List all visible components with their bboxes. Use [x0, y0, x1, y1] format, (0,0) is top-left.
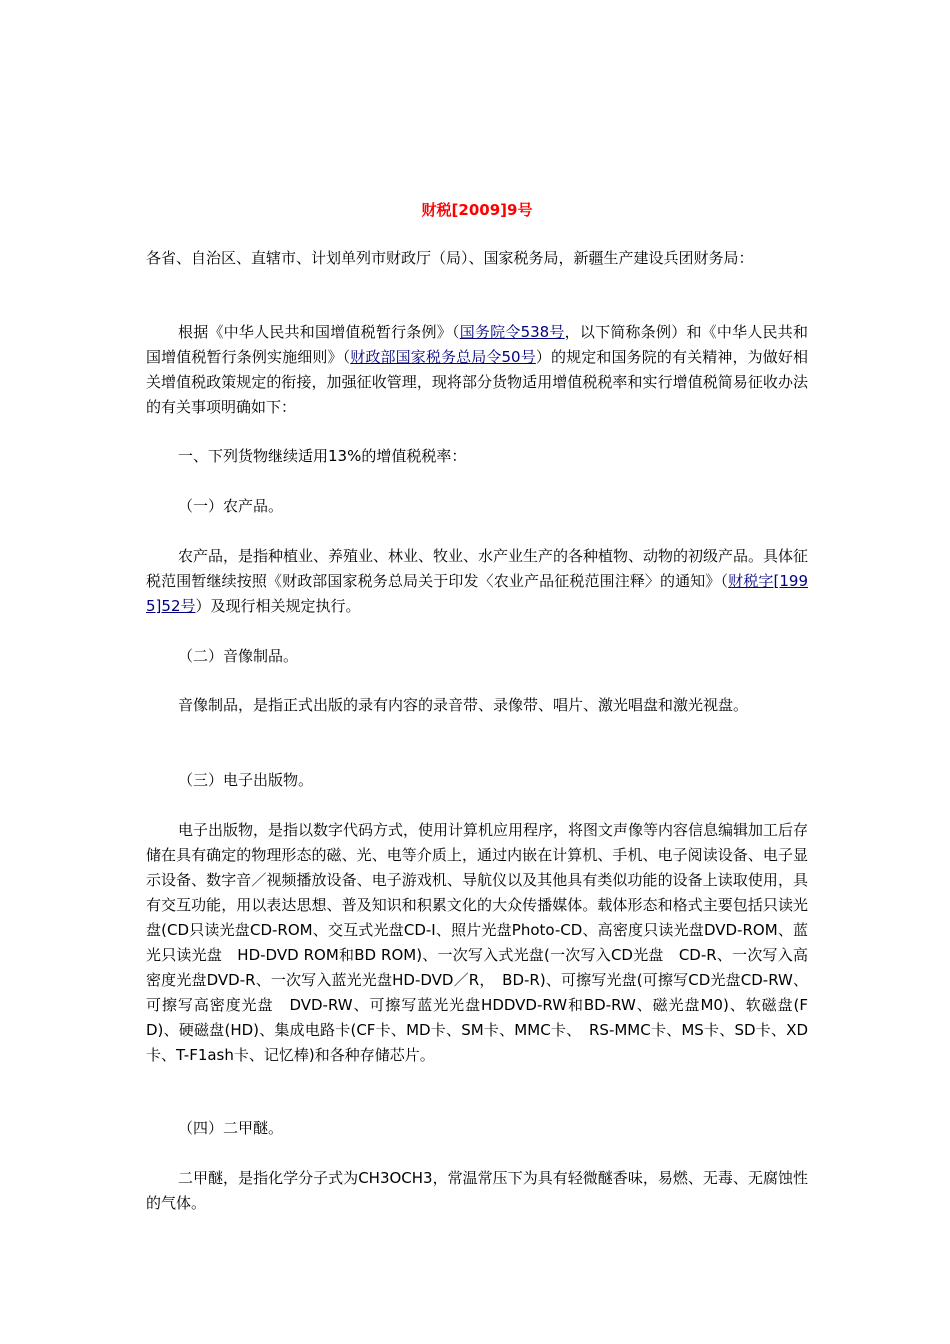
item-1-text-1: 农产品，是指种植业、养殖业、林业、牧业、水产业生产的各种植物、动物的初级产品。具体征税范围暂继续按照《财政部国家税务总局关于印发〈农业产品征税范围注释〉的通知》（ — [146, 547, 809, 590]
item-1-text-2: ）及现行相关规定执行。 — [195, 597, 361, 615]
item-4-body: 二甲醚，是指化学分子式为CH3OCH3，常温常压下为具有轻微醚香味，易燃、无毒、无腐蚀性的气体。 — [146, 1169, 808, 1212]
document-title: 财税[2009]9号 — [421, 201, 533, 219]
item-2-heading: （二）音像制品。 — [178, 647, 299, 665]
link-mof-sat-order-50[interactable]: 财政部国家税务总局令50号 — [350, 348, 536, 366]
intro-text-2: ，以下简称条例）和《中华人民共和国增值税暂行条例实施细则》（ — [146, 323, 808, 366]
item-3-heading: （三）电子出版物。 — [178, 771, 314, 789]
section-1-heading: 一、下列货物继续适用13%的增值税税率： — [178, 447, 467, 465]
item-1-body — [146, 544, 808, 619]
salutation: 各省、自治区、直辖市、计划单列市财政厅（局）、国家税务局，新疆生产建设兵团财务局： — [146, 249, 754, 267]
item-1-heading: （一）农产品。 — [178, 497, 284, 515]
link-state-council-order-538[interactable]: 国务院令538号 — [459, 323, 565, 341]
item-4-heading: （四）二甲醚。 — [178, 1119, 284, 1137]
intro-text-1: 根据《中华人民共和国增值税暂行条例》（ — [178, 323, 460, 341]
link-caishuizi-1995-52[interactable]: 财税字[1995]52号 — [146, 572, 808, 615]
item-2-body: 音像制品，是指正式出版的录有内容的录音带、录像带、唱片、激光唱盘和激光视盘。 — [178, 696, 749, 714]
intro-paragraph — [146, 320, 808, 420]
item-3-body: 电子出版物，是指以数字代码方式，使用计算机应用程序，将图文声像等内容信息编辑加工后存储在具有确定的物理形态的磁、光、电等介质上，通过内嵌在计算机、手机、电子阅读设备、电子显示设备、数字音／视频播放设备、电子游戏机、导航仪以及其他具有类似功能的设备上读取使用，具有交互功能，用以表达思想、普及知识和积累文化的大众传播媒体。载体形态和格式主要包括只读光盘(CD只读光盘CD-ROM、交互式光盘CD-I、照片光盘Photo-CD、高密度只读光盘DVD-ROM、蓝光只读光盘 HD-DVD ROM和BD ROM)、一次写入式光盘(一次写入CD光盘 CD-R、一次写入高密度光盘DVD-R、一次写入蓝光光盘HD-DVD／R， BD-R)、可擦写光盘(可擦写CD光盘CD-RW、可擦写高密度光盘 DVD-RW、可擦写蓝光光盘HDDVD-RW和BD-RW、磁光盘M0)、软磁盘(FD)、硬磁盘(HD)、集成电路卡(CF卡、MD卡、SM卡、MMC卡、 RS-MMC卡、MS卡、SD卡、XD卡、T-F1ash卡、记忆棒)和各种存储芯片。 — [146, 821, 809, 1064]
intro-text-3: ）的规定和国务院的有关精神，为做好相关增值税政策规定的衔接，加强征收管理，现将部分货物适用增值税税率和实行增值税简易征收办法的有关事项明确如下： — [146, 348, 808, 416]
